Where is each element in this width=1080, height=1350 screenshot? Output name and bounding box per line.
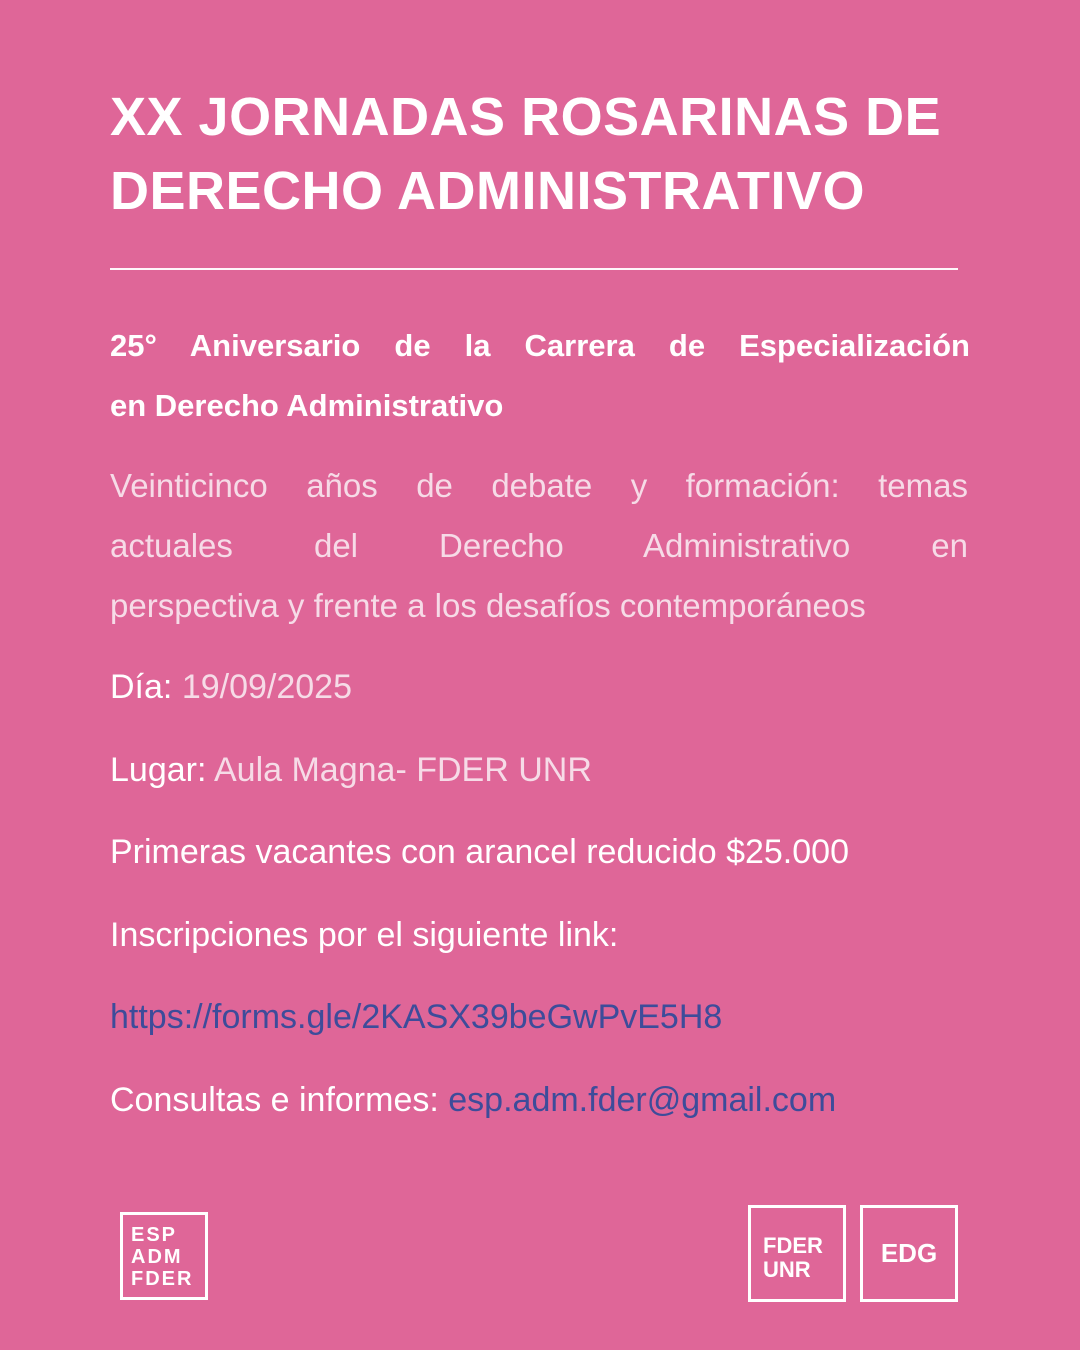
description-line-2: actuales del Derecho Administrativo en	[110, 527, 968, 564]
event-price: Primeras vacantes con arancel reducido $25.000	[110, 833, 849, 871]
location-value: Aula Magna- FDER UNR	[213, 751, 592, 789]
edg-logo: EDG	[860, 1205, 958, 1302]
description-line-1: Veinticinco años de debate y formación: temas	[110, 467, 968, 504]
event-title	[110, 80, 990, 228]
esp-adm-fder-logo	[120, 1212, 208, 1300]
description-line-3: perspectiva y frente a los desafíos contemporáneos	[110, 587, 866, 624]
subtitle-line-2: en Derecho Administrativo	[110, 388, 504, 423]
fder-unr-logo	[748, 1205, 846, 1302]
event-title-line-2: DERECHO ADMINISTRATIVO	[110, 161, 866, 221]
registration-text: Inscripciones por el siguiente link:	[110, 916, 619, 954]
logo-fder-line-2: UNR	[763, 1257, 811, 1282]
date-label: Día:	[110, 668, 173, 706]
event-description	[110, 456, 980, 636]
event-date	[110, 665, 352, 709]
logo-esp-line-2: ADM	[131, 1246, 183, 1268]
logo-fder-line-1: FDER	[763, 1233, 823, 1258]
logo-esp-line-3: FDER	[131, 1268, 194, 1290]
event-title-line-1: XX JORNADAS ROSARINAS DE	[110, 87, 942, 147]
logo-esp-line-1: ESP	[131, 1224, 178, 1246]
location-label: Lugar:	[110, 751, 207, 789]
contact-info	[110, 1078, 836, 1122]
registration-link[interactable]: https://forms.gle/2KASX39beGwPvE5H8	[110, 998, 723, 1036]
subtitle-line-1: 25° Aniversario de la Carrera de Especialización	[110, 328, 970, 363]
contact-label: Consultas e informes:	[110, 1081, 439, 1119]
contact-email[interactable]: esp.adm.fder@gmail.com	[448, 1081, 837, 1119]
date-value: 19/09/2025	[181, 668, 352, 706]
title-divider	[110, 268, 958, 270]
event-location	[110, 748, 592, 792]
event-subtitle	[110, 316, 970, 436]
